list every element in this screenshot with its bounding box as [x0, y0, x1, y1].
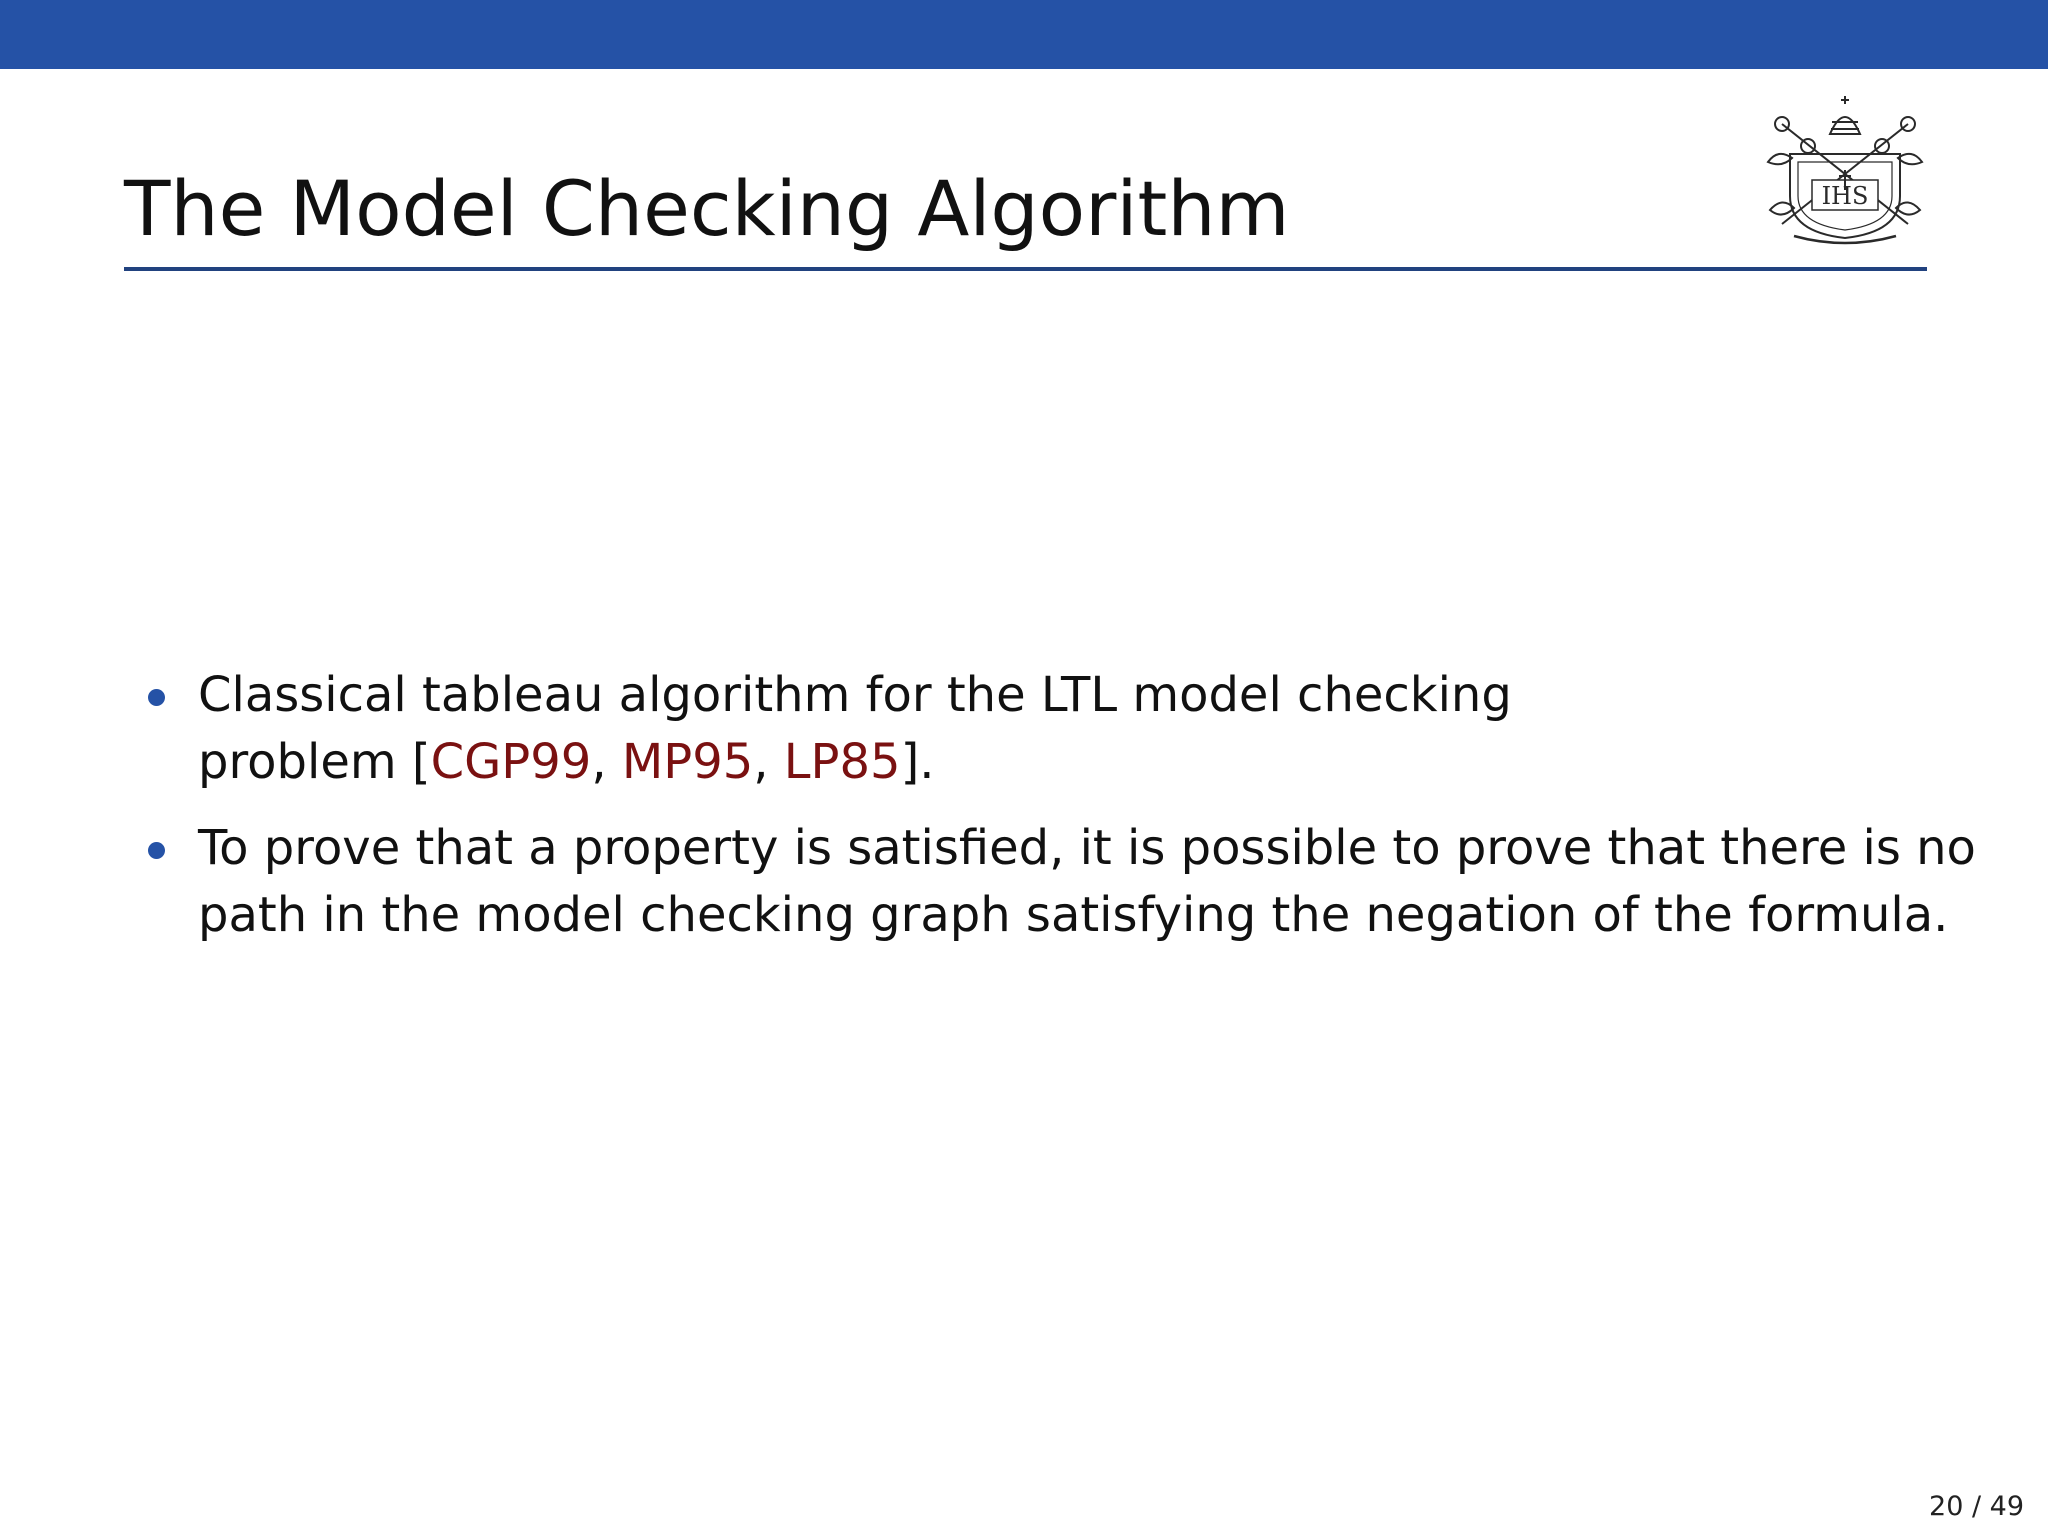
bullet-text: ]. — [900, 734, 935, 790]
bullet-text: problem [ — [198, 734, 431, 790]
bullet-text-line: To prove that a property is satisfied, it is possible to prove that there is no — [198, 820, 1976, 876]
bullet-icon — [148, 842, 165, 859]
bullet-text-line: Classical tableau algorithm for the LTL model checking — [198, 667, 1512, 723]
header-bar — [0, 0, 2048, 69]
slide-title: The Model Checking Algorithm — [124, 164, 1290, 253]
bullet-list — [140, 662, 1976, 968]
page-total: 49 — [1989, 1491, 2024, 1522]
bullet-icon — [148, 689, 165, 706]
bullet-text-line — [198, 729, 1940, 796]
title-underline — [124, 267, 1927, 271]
ihs-coat-of-arms-icon — [1760, 92, 1930, 246]
page-current: 20 — [1929, 1491, 1964, 1522]
page-separator: / — [1963, 1491, 1990, 1522]
citation-separator: , — [591, 734, 622, 790]
logo-lettering: IHS — [1821, 182, 1869, 210]
bullet-text-line: path in the model checking graph satisfying the negation of the formula. — [198, 887, 1949, 943]
citation-link[interactable]: MP95 — [621, 734, 754, 790]
bullet-item — [140, 662, 1940, 796]
bullet-item — [140, 815, 1976, 949]
citation-link[interactable]: LP85 — [783, 734, 901, 790]
citation-link[interactable]: CGP99 — [430, 734, 592, 790]
citation-separator: , — [753, 734, 784, 790]
page-number — [1929, 1491, 2024, 1522]
